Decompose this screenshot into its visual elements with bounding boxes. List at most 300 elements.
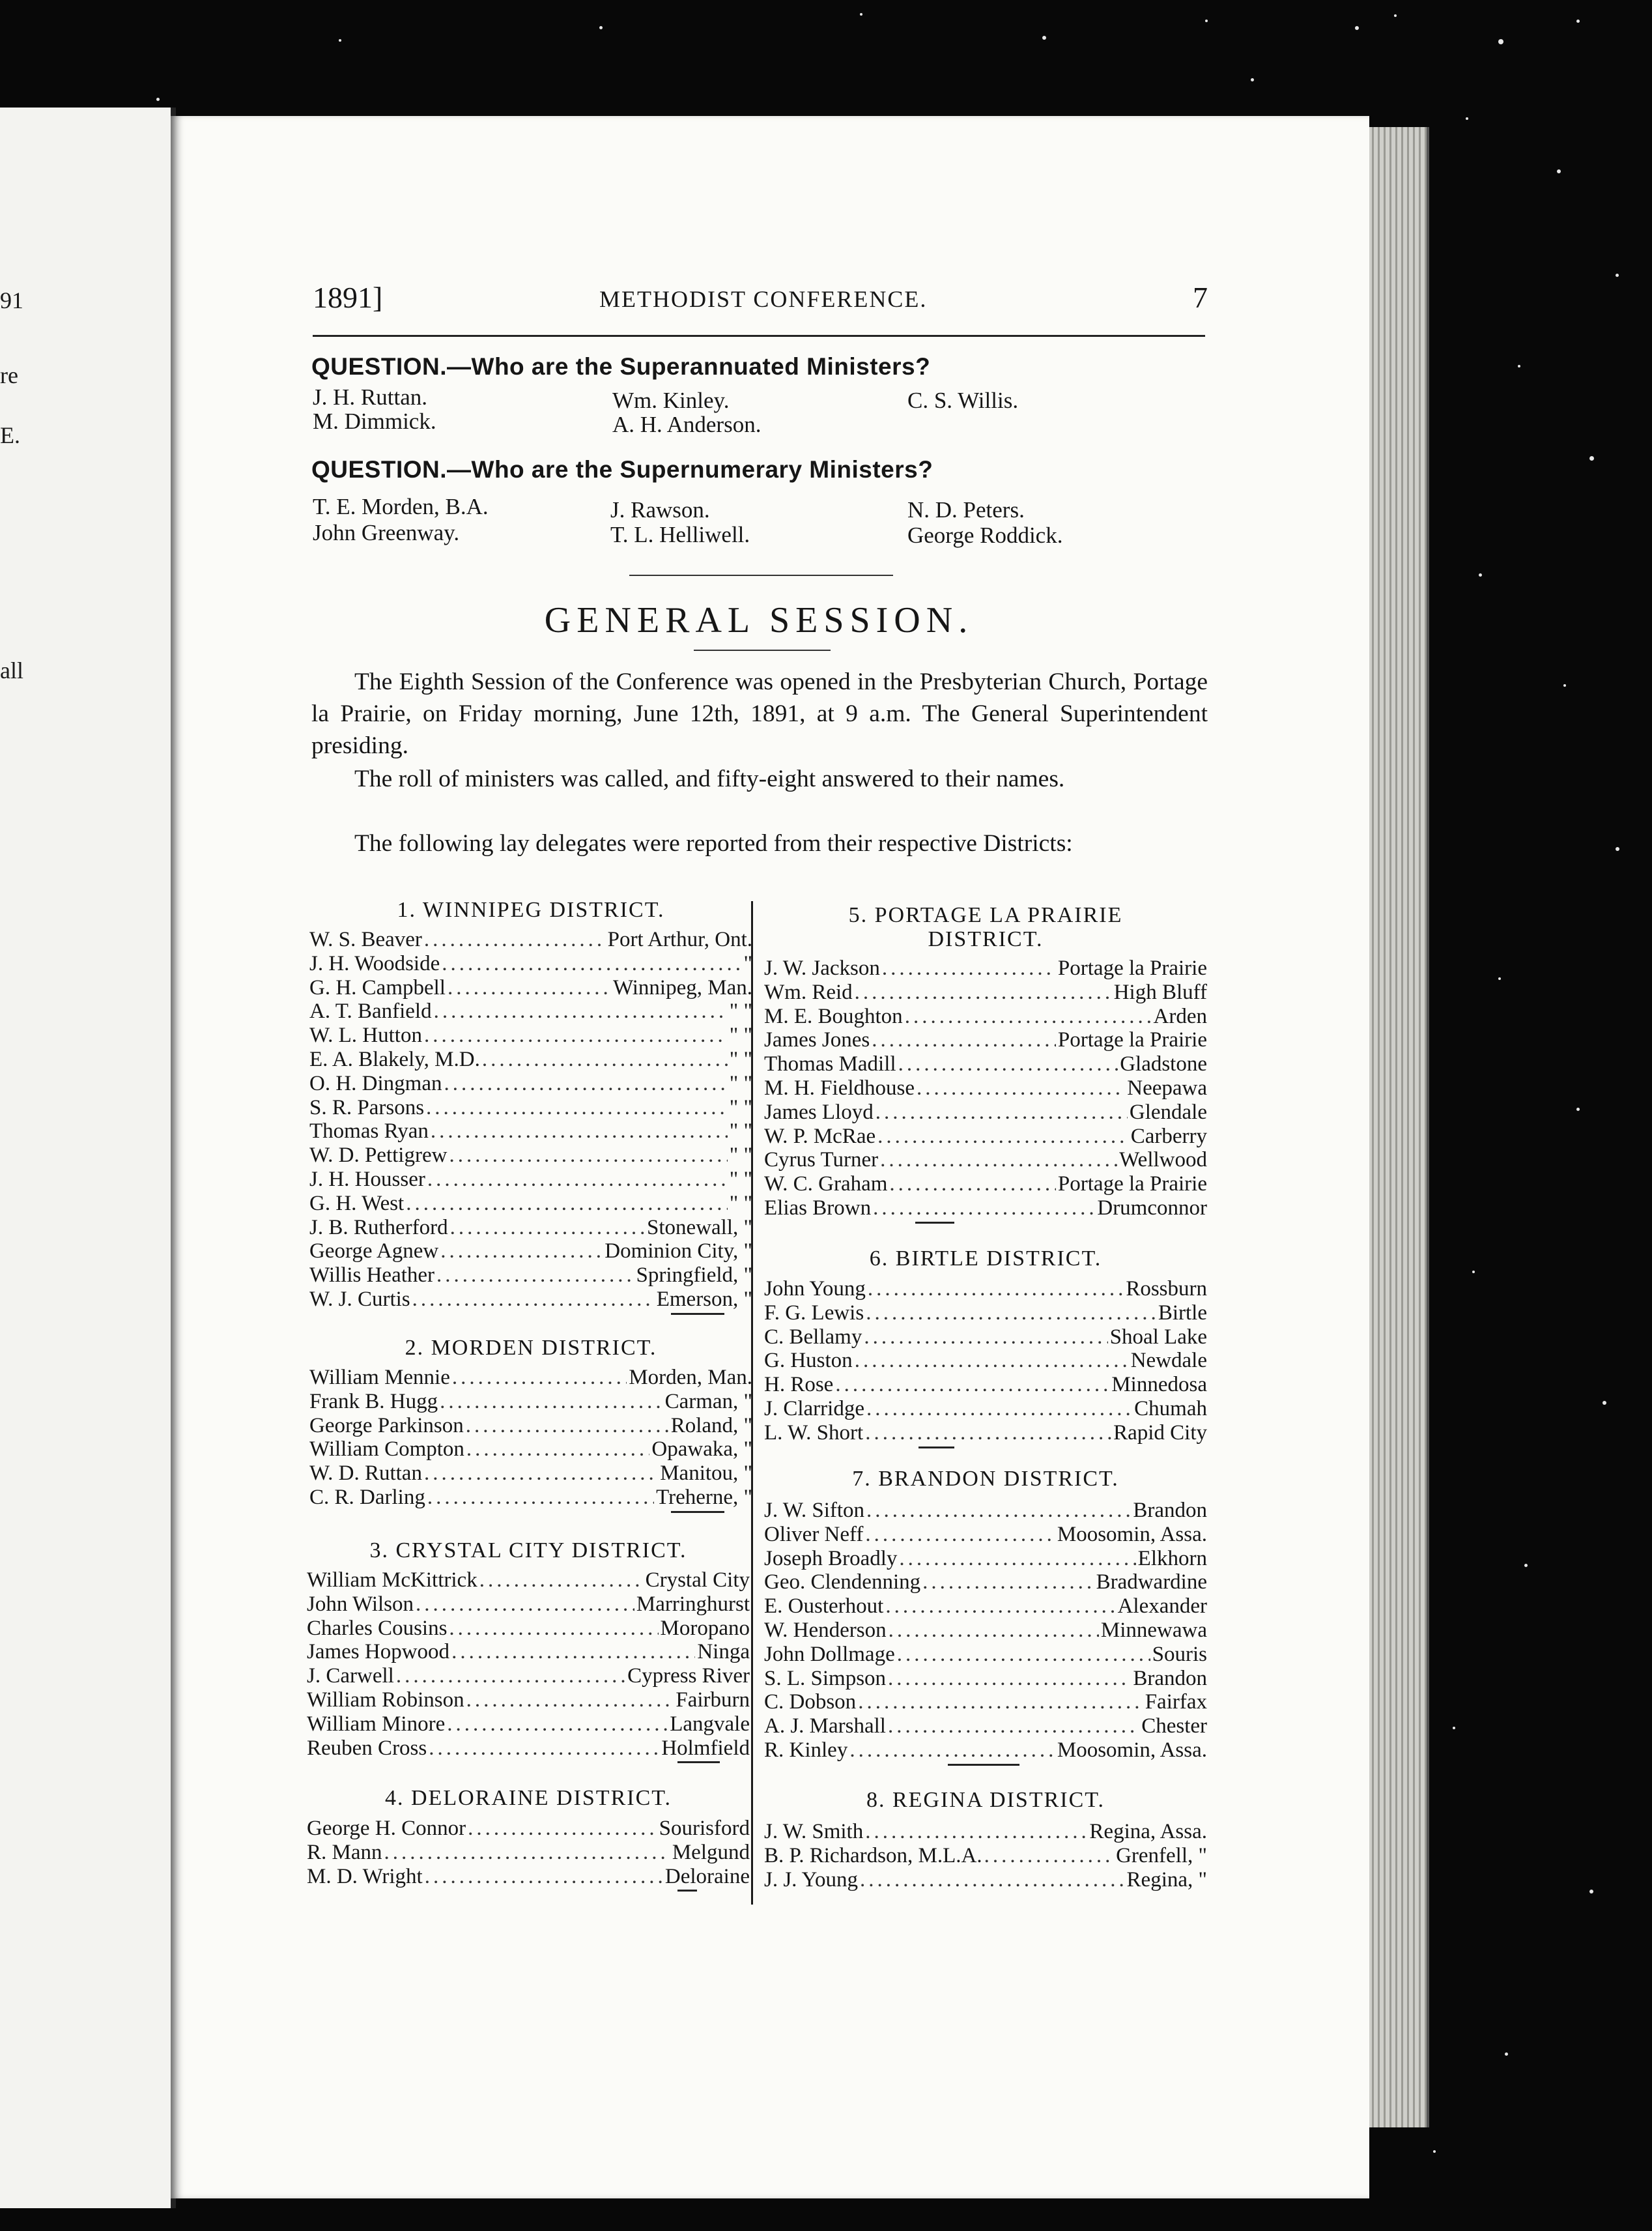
speck [1498, 39, 1503, 44]
delegate-entry [764, 1028, 1207, 1052]
delegate-entry [764, 1052, 1207, 1076]
dot-leader [412, 1288, 655, 1311]
speck [1557, 169, 1561, 173]
delegate-place: Brandon [1133, 1499, 1207, 1522]
speck [1518, 365, 1520, 367]
left-page-fragment: 91 [0, 287, 23, 313]
district-heading: 2. MORDEN DISTRICT. [405, 1336, 657, 1360]
supernumerary-name: N. D. Peters. [907, 497, 1025, 523]
superannuated-name: J. H. Ruttan. [313, 384, 427, 410]
delegate-entry [309, 1437, 752, 1461]
delegate-name: Reuben Cross [307, 1736, 427, 1760]
delegate-name: S. R. Parsons [309, 1095, 425, 1119]
delegate-entry [309, 1390, 752, 1413]
delegate-place: Souris [1152, 1642, 1207, 1666]
delegate-place: Portage la Prairie [1057, 957, 1207, 980]
delegate-name: Elias Brown [764, 1196, 872, 1220]
delegate-entry [309, 1486, 752, 1509]
delegate-name: C. Bellamy [764, 1325, 862, 1349]
dot-leader [424, 928, 606, 951]
delegate-name: Frank B. Hugg [309, 1389, 438, 1413]
dot-leader [882, 957, 1056, 980]
speck [1205, 20, 1208, 22]
delegate-place: Minnewawa [1100, 1619, 1207, 1642]
delegate-entry [764, 1325, 1207, 1349]
dot-leader [440, 1390, 662, 1413]
district-heading: 4. DELORAINE DISTRICT. [385, 1786, 672, 1810]
dot-leader [452, 1366, 627, 1389]
delegate-place: Marringhurst [636, 1592, 750, 1616]
dot-leader [416, 1592, 634, 1616]
supernumerary-name: George Roddick. [907, 523, 1063, 548]
delegate-name: W. L. Hutton [309, 1024, 422, 1048]
dot-leader [865, 1820, 1087, 1843]
delegate-place: Stonewall, " [647, 1215, 752, 1239]
speck [1524, 1564, 1528, 1567]
delegate-name: O. H. Dingman [309, 1071, 442, 1095]
delegate-name: B. P. Richardson, M.L.A. [764, 1843, 982, 1867]
delegate-name: M. D. Wright [307, 1864, 423, 1888]
delegate-name: J. W. Smith [764, 1820, 864, 1843]
delegate-entry [764, 1196, 1207, 1220]
delegate-entry [307, 1568, 750, 1592]
delegate-place: Roland, " [670, 1413, 752, 1437]
delegate-name: H. Rose [764, 1373, 834, 1397]
delegate-place: " " [729, 1071, 752, 1095]
dot-leader [440, 1239, 603, 1263]
dot-leader [448, 976, 611, 1000]
delegate-entry [309, 1192, 752, 1215]
dot-leader [426, 1096, 728, 1119]
delegate-entry [309, 1000, 752, 1023]
dot-leader [436, 1263, 634, 1287]
delegate-name: Charles Cousins [307, 1616, 448, 1640]
dot-leader [855, 981, 1112, 1004]
delegate-name: J. W. Sifton [764, 1499, 865, 1522]
dot-leader [425, 1865, 663, 1888]
delegate-entry [764, 1125, 1207, 1148]
delegate-name: J. J. Young [764, 1867, 858, 1892]
superannuated-name: A. H. Anderson. [612, 412, 762, 437]
delegate-entry [307, 1865, 750, 1888]
delegate-name: R. Kinley [764, 1738, 848, 1762]
supernumerary-name: J. Rawson. [610, 497, 710, 523]
district-separator [677, 1890, 697, 1892]
delegate-place: Bradwardine [1096, 1570, 1207, 1594]
delegate-name: William Compton [309, 1437, 464, 1461]
delegate-name: E. Ousterhout [764, 1594, 884, 1619]
delegate-name: J. Carwell [307, 1664, 394, 1688]
supernumerary-name: T. E. Morden, B.A. [313, 494, 489, 519]
delegate-place: Regina, Assa. [1089, 1820, 1207, 1843]
dot-leader [429, 1736, 659, 1760]
speck [1466, 117, 1468, 120]
district-separator [915, 1222, 954, 1224]
delegate-place: Elkhorn [1137, 1546, 1207, 1570]
delegate-place: " " [729, 1144, 752, 1168]
speck [1589, 456, 1594, 461]
running-header [313, 280, 1208, 317]
delegate-name: W. S. Beaver [309, 928, 422, 951]
delegate-place: Grenfell, " [1116, 1843, 1207, 1867]
lay-delegates-paragraph: The following lay delegates were reported from their respective Districts: [354, 830, 1073, 857]
dot-leader [449, 1144, 727, 1167]
delegate-name: A. J. Marshall [764, 1714, 886, 1738]
dot-leader [406, 1192, 728, 1215]
delegate-entry [764, 957, 1207, 980]
delegate-place: Rossburn [1126, 1277, 1207, 1301]
district-separator [677, 1761, 720, 1763]
delegate-place: " " [729, 1191, 752, 1215]
delegate-place: Wellwood [1119, 1148, 1207, 1172]
dot-leader [897, 1643, 1150, 1666]
delegate-place: Ninga [697, 1640, 750, 1664]
delegate-name: J. H. Woodside [309, 951, 440, 975]
delegate-entry [764, 1619, 1207, 1642]
delegate-place: Dominion City, " [605, 1239, 752, 1263]
delegate-place: " " [729, 1095, 752, 1119]
delegate-name: James Jones [764, 1028, 870, 1052]
speck [1251, 78, 1254, 81]
delegate-entry [764, 1373, 1207, 1396]
dot-leader [444, 1072, 727, 1095]
delegate-entry [307, 1617, 750, 1640]
district-heading: 6. BIRTLE DISTRICT. [869, 1246, 1102, 1271]
delegate-entry [764, 1172, 1207, 1196]
dot-leader [880, 1148, 1117, 1172]
speck [1576, 1108, 1580, 1111]
delegate-entry [309, 952, 752, 975]
dot-leader [866, 1301, 1156, 1325]
delegate-name: John Wilson [307, 1592, 414, 1616]
delegate-place: " " [729, 1119, 752, 1144]
dot-leader [424, 1461, 658, 1485]
delegate-name: Thomas Ryan [309, 1119, 429, 1144]
delegate-place: Sourisford [659, 1817, 750, 1840]
delegate-place: Gladstone [1120, 1052, 1207, 1076]
delegate-name: G. H. West [309, 1191, 405, 1215]
delegate-entry [309, 1239, 752, 1263]
speck [1505, 2052, 1508, 2056]
district-heading: 1. WINNIPEG DISTRICT. [397, 898, 665, 922]
delegate-place: Portage la Prairie [1057, 1028, 1207, 1052]
delegate-place: Moosomin, Assa. [1057, 1522, 1207, 1546]
dot-leader [899, 1547, 1135, 1570]
dot-leader [889, 1172, 1055, 1196]
delegate-place: Emerson, " [656, 1288, 752, 1311]
delegate-place: Moropano [660, 1616, 750, 1640]
delegate-place: Carman, " [664, 1389, 752, 1413]
speck [599, 26, 603, 29]
speck [156, 98, 160, 101]
title-underline [694, 650, 831, 651]
delegate-place: Manitou, " [660, 1461, 752, 1486]
district-heading: 7. BRANDON DISTRICT. [852, 1467, 1119, 1491]
dot-leader [450, 1216, 645, 1239]
superannuated-name: Wm. Kinley. [612, 388, 730, 413]
district-heading: 3. CRYSTAL CITY DISTRICT. [369, 1538, 687, 1562]
delegate-entry [764, 1349, 1207, 1372]
delegate-name: W. D. Ruttan [309, 1461, 422, 1486]
delegate-entry [764, 1643, 1207, 1666]
delegate-name: M. H. Fieldhouse [764, 1076, 915, 1100]
delegate-place: Morden, Man. [629, 1366, 752, 1389]
delegate-place: " " [729, 1048, 752, 1071]
delegate-entry [764, 1738, 1207, 1762]
delegate-place: Treherne, " [656, 1486, 752, 1509]
left-page-fragment: all [0, 657, 23, 684]
delegate-entry [764, 1570, 1207, 1594]
delegate-entry [309, 1096, 752, 1119]
delegate-entry [309, 1263, 752, 1287]
delegate-name: J. W. Jackson [764, 957, 880, 980]
delegate-place: Birtle [1158, 1301, 1207, 1325]
delegate-name: George Parkinson [309, 1413, 464, 1437]
dot-leader [917, 1076, 1125, 1100]
dot-leader [876, 1101, 1128, 1124]
delegate-entry [307, 1841, 750, 1864]
dot-leader [442, 952, 741, 975]
delegate-entry [309, 1048, 752, 1071]
district-separator [671, 1313, 724, 1315]
delegate-entry [307, 1817, 750, 1840]
dot-leader [858, 1690, 1143, 1714]
delegate-entry [764, 1667, 1207, 1690]
delegate-place: Crystal City [645, 1568, 750, 1592]
delegate-name: L. W. Short [764, 1420, 864, 1445]
delegate-place: " " [729, 1168, 752, 1191]
speck [860, 13, 862, 16]
delegate-name: William McKittrick [307, 1568, 477, 1592]
dot-leader [860, 1868, 1125, 1892]
dot-leader [434, 1000, 728, 1023]
speck [1589, 1890, 1593, 1893]
district-separator [919, 1447, 954, 1448]
superannuated-question: QUESTION.—Who are the Superannuated Ministers? [311, 353, 931, 380]
dot-leader [865, 1523, 1055, 1546]
delegate-entry [764, 1523, 1207, 1546]
delegate-entry [764, 1101, 1207, 1124]
dot-leader [885, 1594, 1115, 1618]
delegate-name: James Hopwood [307, 1640, 450, 1664]
delegate-name: Oliver Neff [764, 1522, 864, 1546]
delegate-name: Thomas Madill [764, 1052, 896, 1076]
page-stack-edge [1368, 127, 1429, 2127]
delegate-entry [764, 1820, 1207, 1843]
speck [1042, 36, 1046, 40]
header-year: 1891] [313, 281, 383, 314]
delegate-entry [307, 1592, 750, 1616]
dot-leader [868, 1277, 1124, 1301]
delegate-place: Cypress River [627, 1664, 750, 1688]
delegate-name: J. Clarridge [764, 1397, 864, 1420]
delegate-entry [309, 1288, 752, 1311]
delegate-place: Minnedosa [1111, 1373, 1207, 1397]
delegate-entry [764, 1499, 1207, 1522]
delegate-entry [764, 1421, 1207, 1445]
delegate-entry [309, 1366, 752, 1389]
speck [1479, 573, 1482, 577]
superannuated-name: M. Dimmick. [313, 409, 436, 434]
delegate-name: E. A. Blakely, M.D. [309, 1048, 480, 1071]
header-rule [313, 335, 1205, 337]
delegate-entry [307, 1664, 750, 1688]
speck [1433, 2150, 1436, 2153]
delegate-entry [764, 981, 1207, 1004]
dot-leader [466, 1414, 669, 1437]
delegate-place: " [743, 951, 752, 975]
delegate-place: Opawaka, " [651, 1437, 752, 1461]
dot-leader [888, 1667, 1131, 1690]
delegate-place: Arden [1153, 1004, 1207, 1028]
delegate-name: George Agnew [309, 1239, 439, 1263]
speck [1394, 14, 1397, 17]
delegate-name: W. P. McRae [764, 1124, 876, 1148]
delegate-entry [309, 1072, 752, 1095]
dot-leader [451, 1640, 695, 1663]
delegate-name: S. L. Simpson [764, 1666, 887, 1690]
dot-leader [427, 1486, 654, 1509]
dot-leader [889, 1619, 1099, 1642]
delegate-name: C. R. Darling [309, 1486, 425, 1509]
delegate-entry [309, 1144, 752, 1167]
left-page-fragment: re [0, 362, 18, 388]
delegate-entry [764, 1594, 1207, 1618]
delegate-name: Joseph Broadly [764, 1546, 898, 1570]
delegate-name: J. H. Housser [309, 1168, 425, 1191]
dot-leader [865, 1421, 1111, 1445]
delegate-name: William Robinson [307, 1688, 464, 1712]
speck [1602, 1401, 1606, 1405]
supernumerary-name: T. L. Helliwell. [610, 522, 750, 547]
general-session-title: GENERAL SESSION. [544, 600, 974, 641]
delegate-entry [309, 976, 752, 1000]
delegate-entry [309, 1168, 752, 1191]
dot-leader [396, 1664, 625, 1688]
delegate-place: Alexander [1117, 1594, 1207, 1619]
header-title: METHODIST CONFERENCE. [599, 286, 928, 312]
district-heading-continued: DISTRICT. [928, 927, 1044, 951]
delegate-place: Port Arthur, Ont. [607, 928, 752, 951]
dot-leader [427, 1168, 728, 1191]
dot-leader [449, 1617, 658, 1640]
delegate-name: George H. Connor [307, 1817, 466, 1840]
delegate-name: William Mennie [309, 1366, 450, 1389]
delegate-entry [309, 1461, 752, 1485]
speck [1355, 26, 1359, 30]
delegate-entry [764, 1005, 1207, 1028]
speck [1616, 274, 1619, 277]
speck [339, 39, 341, 42]
delegate-place: Melgund [672, 1840, 750, 1864]
dot-leader [849, 1738, 1055, 1762]
delegate-place: Carberry [1130, 1124, 1207, 1148]
delegate-entry [764, 1148, 1207, 1172]
dot-leader [479, 1568, 644, 1592]
dot-leader [447, 1712, 668, 1736]
speck [1472, 1271, 1475, 1273]
delegate-name: William Minore [307, 1712, 446, 1736]
delegate-place: Drumconnor [1097, 1196, 1207, 1220]
dot-leader [864, 1325, 1107, 1349]
dot-leader [482, 1048, 728, 1071]
delegate-entry [764, 1690, 1207, 1714]
superannuated-name: C. S. Willis. [907, 388, 1019, 413]
delegate-place: " " [729, 1024, 752, 1048]
dot-leader [835, 1373, 1109, 1396]
delegate-name: Cyrus Turner [764, 1148, 879, 1172]
delegate-entry [764, 1277, 1207, 1301]
delegate-place: Langvale [670, 1712, 750, 1736]
dot-leader [873, 1196, 1095, 1220]
delegate-place: Chester [1141, 1714, 1207, 1738]
delegate-entry [764, 1868, 1207, 1892]
delegate-name: A. T. Banfield [309, 1000, 432, 1024]
session-opening-paragraph: The Eighth Session of the Conference was opened in the Presbyterian Church, Portage la Prairie, on Friday morning, June 12th, 1891, at 9 a.m. The General Superintendent presiding. [311, 669, 1208, 759]
delegate-entry [309, 1414, 752, 1437]
delegate-name: John Dollmage [764, 1642, 895, 1666]
district-separator [948, 1764, 1019, 1766]
delegate-entry [764, 1076, 1207, 1100]
speck [1616, 847, 1619, 851]
delegate-entry [764, 1301, 1207, 1325]
roll-call-paragraph: The roll of ministers was called, and fifty-eight answered to their names. [354, 766, 1065, 792]
delegate-place: Shoal Lake [1109, 1325, 1207, 1349]
dot-leader [984, 1844, 1114, 1867]
district-separator [671, 1511, 724, 1513]
dot-leader [384, 1841, 670, 1864]
dot-leader [866, 1499, 1131, 1522]
delegate-name: W. D. Pettigrew [309, 1144, 448, 1168]
district-heading: 5. PORTAGE LA PRAIRIE [848, 903, 1123, 927]
delegate-entry [764, 1547, 1207, 1570]
delegate-name: C. Dobson [764, 1690, 857, 1714]
section-divider [629, 575, 893, 576]
delegate-entry [307, 1736, 750, 1760]
dot-leader [888, 1714, 1139, 1738]
dot-leader [466, 1688, 674, 1712]
delegate-entry [309, 1024, 752, 1047]
delegate-name: W. Henderson [764, 1619, 887, 1642]
dot-leader [866, 1397, 1132, 1420]
delegate-entry [764, 1844, 1207, 1867]
delegate-place: Newdale [1130, 1349, 1207, 1373]
delegate-place: Deloraine [664, 1864, 750, 1888]
delegate-place: Springfield, " [636, 1263, 752, 1288]
delegate-name: F. G. Lewis [764, 1301, 864, 1325]
delegate-name: R. Mann [307, 1840, 382, 1864]
dot-leader [466, 1437, 650, 1461]
delegate-entry [307, 1688, 750, 1712]
dot-leader [905, 1005, 1152, 1028]
delegate-name: James Lloyd [764, 1100, 874, 1124]
dot-leader [855, 1349, 1129, 1372]
delegate-place: Neepawa [1127, 1076, 1207, 1100]
left-facing-page [0, 108, 176, 2208]
dot-leader [922, 1570, 1094, 1594]
delegate-name: Willis Heather [309, 1263, 435, 1288]
delegate-entry [764, 1714, 1207, 1738]
delegate-name: G. H. Campbell [309, 975, 446, 1000]
delegate-place: Moosomin, Assa. [1057, 1738, 1207, 1762]
dot-leader [877, 1125, 1129, 1148]
dot-leader [424, 1024, 728, 1047]
dot-leader [431, 1119, 728, 1143]
delegate-place: Portage la Prairie [1057, 1172, 1207, 1196]
delegate-name: Geo. Clendenning [764, 1570, 921, 1594]
delegate-entry [309, 928, 752, 951]
delegate-place: " " [729, 1000, 752, 1024]
